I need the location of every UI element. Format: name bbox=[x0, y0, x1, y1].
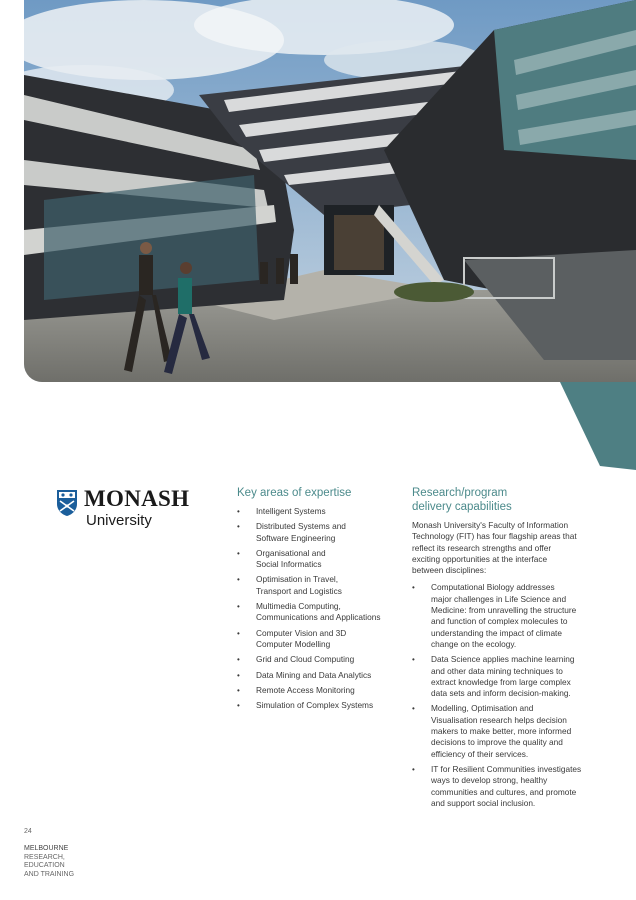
logo-name-line1: MONASH bbox=[84, 486, 190, 511]
research-item-line: Data Science applies machine learning bbox=[431, 654, 575, 665]
key-area-item bbox=[237, 670, 402, 681]
key-area-item bbox=[237, 574, 402, 597]
key-area-item-line: Remote Access Monitoring bbox=[256, 684, 355, 695]
research-heading-line2: delivery capabilities bbox=[412, 501, 512, 513]
key-area-item-line: Computer Modelling bbox=[256, 638, 331, 649]
page-number: 24 bbox=[24, 828, 32, 835]
key-area-item-line: Software Engineering bbox=[256, 532, 336, 543]
research-item-line: Modelling, Optimisation and bbox=[431, 703, 534, 714]
key-area-item-line: Communications and Applications bbox=[256, 612, 381, 623]
key-area-item-line: Distributed Systems and bbox=[256, 521, 346, 532]
research-intro-line: Monash University's Faculty of Information bbox=[412, 520, 569, 530]
research-item-line: Medicine: from unravelling the structure bbox=[431, 605, 577, 616]
key-area-item bbox=[237, 521, 402, 544]
monash-crest-icon bbox=[56, 489, 78, 517]
research-item-line: efficiency of their services. bbox=[431, 748, 529, 759]
key-area-item bbox=[237, 628, 402, 651]
footer-line-3: EDUCATION bbox=[24, 862, 65, 870]
research-item-line: data sets and inform decision-making. bbox=[431, 688, 571, 699]
research-item-line: ways to develop strong, healthy bbox=[431, 775, 548, 786]
research-item-line: change on the ecology. bbox=[431, 638, 517, 649]
logo-name-line2: University bbox=[86, 512, 152, 529]
key-areas-list bbox=[237, 506, 402, 711]
key-area-item-line: Grid and Cloud Computing bbox=[256, 654, 355, 665]
research-item-line: major challenges in Life Science and bbox=[431, 593, 567, 604]
research-item-line: understanding the impact of climate bbox=[431, 627, 562, 638]
research-item-line: extract knowledge from large complex bbox=[431, 676, 571, 687]
footer-line-4: AND TRAINING bbox=[24, 870, 75, 878]
research-item-line: Visualisation research helps decision bbox=[431, 714, 567, 725]
research-item-line: IT for Resilient Communities investigates bbox=[431, 763, 582, 774]
key-area-item bbox=[237, 506, 402, 517]
research-intro-line: between disciplines: bbox=[412, 565, 487, 576]
monash-logo bbox=[56, 486, 206, 536]
research-item-line: and support social inclusion. bbox=[431, 797, 536, 808]
building-photo-illustration bbox=[24, 0, 636, 382]
key-area-item-line: Organisational and bbox=[256, 547, 326, 558]
research-intro-line: reflect its research strengths and offer bbox=[412, 542, 552, 553]
key-area-item bbox=[237, 685, 402, 696]
page-footer bbox=[24, 828, 74, 879]
research-item-line: makers to make better, more informed bbox=[431, 726, 572, 737]
research-item bbox=[412, 764, 582, 809]
research-item bbox=[412, 582, 582, 650]
key-area-item-line: Data Mining and Data Analytics bbox=[256, 669, 372, 680]
research-item-line: Computational Biology addresses bbox=[431, 582, 555, 593]
footer-line-2: RESEARCH, bbox=[24, 853, 65, 861]
research-heading bbox=[412, 486, 582, 514]
research-heading-line1: Research/program bbox=[412, 487, 508, 499]
key-area-item bbox=[237, 654, 402, 665]
footer-line-1: MELBOURNE bbox=[24, 845, 69, 853]
research-item bbox=[412, 654, 582, 699]
research-item-line: and other data mining techniques to bbox=[431, 665, 563, 676]
research-list bbox=[412, 582, 582, 809]
key-area-item bbox=[237, 700, 402, 711]
key-area-item-line: Simulation of Complex Systems bbox=[256, 700, 374, 711]
research-column bbox=[412, 486, 582, 813]
research-item bbox=[412, 703, 582, 759]
research-intro-line: Technology (FIT) has four flagship areas that bbox=[412, 531, 577, 542]
key-area-item-line: Social Informatics bbox=[256, 559, 322, 570]
key-area-item bbox=[237, 548, 402, 571]
hero-building-photo bbox=[24, 0, 636, 382]
research-item-line: communities and cultures, and promote bbox=[431, 786, 577, 797]
key-area-item-line: Intelligent Systems bbox=[256, 506, 326, 516]
key-areas-heading: Key areas of expertise bbox=[237, 487, 352, 499]
research-intro bbox=[412, 520, 582, 576]
research-intro-line: exciting opportunities at the interface bbox=[412, 553, 548, 564]
research-item-line: and function of complex molecules to bbox=[431, 616, 568, 627]
key-area-item-line: Optimisation in Travel, bbox=[256, 574, 339, 585]
key-area-item-line: Transport and Logistics bbox=[256, 585, 342, 596]
key-area-item bbox=[237, 601, 402, 624]
key-area-item-line: Computer Vision and 3D bbox=[256, 627, 347, 638]
key-areas-column bbox=[237, 486, 402, 715]
key-area-item-line: Multimedia Computing, bbox=[256, 601, 341, 612]
research-item-line: decisions to improve the quality and bbox=[431, 737, 563, 748]
